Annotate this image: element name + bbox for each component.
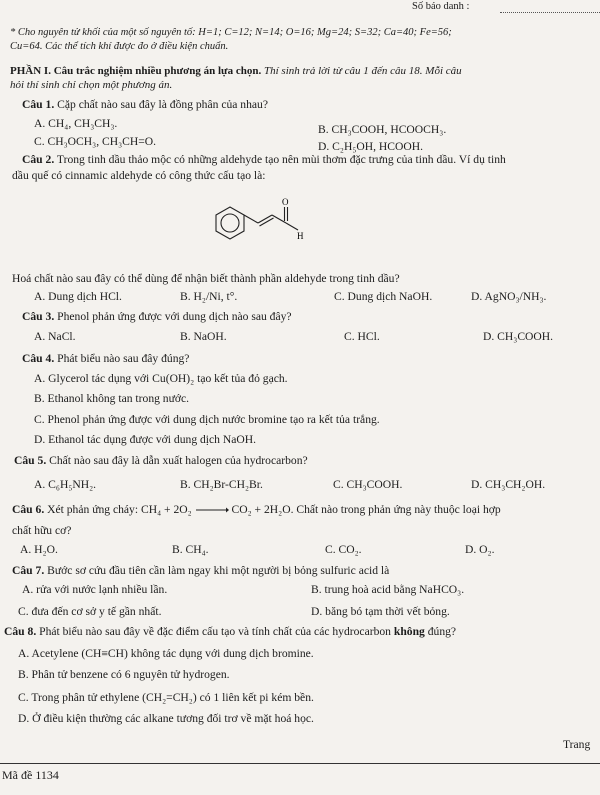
part1-instruction-2: hỏi thí sinh chỉ chọn một phương án. bbox=[10, 79, 173, 91]
atomic-mass-note-1: * Cho nguyên tử khối của một số nguyên tố: H=1; C=12; N=14; O=16; Mg=24; S=32; Ca=40; Fe=56; bbox=[10, 27, 452, 38]
q8-option-d[interactable]: D. Ở điều kiện thường các alkane tương đối trơ về mặt hoá học. bbox=[18, 712, 314, 725]
q4-option-b[interactable]: B. Ethanol không tan trong nước. bbox=[34, 392, 190, 405]
q5-option-c[interactable]: C. CH₃COOH. bbox=[333, 478, 403, 491]
atomic-mass-note-2: Cu=64. Các thể tích khí được đo ở điều kiện chuẩn. bbox=[10, 41, 229, 52]
q2-option-b[interactable]: B. H₂/Ni, t°. bbox=[180, 290, 238, 303]
q5-option-b[interactable]: B. CH₂Br-CH₂Br. bbox=[180, 478, 263, 491]
q7-option-a[interactable]: A. rửa với nước lạnh nhiều lần. bbox=[22, 583, 168, 596]
q3-option-a[interactable]: A. NaCl. bbox=[34, 330, 76, 343]
q2-stem-line3: Hoá chất nào sau đây có thể dùng để nhận biết thành phần aldehyde trong tinh dầu? bbox=[12, 272, 400, 285]
q6-text-pre: Xét phản ứng cháy: CH₄ + 2O₂ bbox=[47, 503, 192, 516]
aldehyde-hydrogen-atom: H bbox=[297, 231, 304, 241]
q4-option-a[interactable]: A. Glycerol tác dụng với Cu(OH)₂ tạo kết tủa đỏ gạch. bbox=[34, 372, 288, 385]
aldehyde-oxygen-atom: O bbox=[282, 197, 289, 207]
q6-stem-line2: chất hữu cơ? bbox=[12, 524, 72, 537]
q4-option-c[interactable]: C. Phenol phản ứng được với dung dịch nước bromine tạo ra kết tủa trắng. bbox=[34, 413, 380, 426]
q4-stem bbox=[22, 353, 189, 365]
q8-option-c[interactable]: C. Trong phân tử ethylene (CH₂=CH₂) có 1 liên kết pi kém bền. bbox=[18, 691, 314, 704]
q1-option-c[interactable]: C. CH₃OCH₃, CH₃CH=O. bbox=[34, 135, 157, 148]
q7-option-d[interactable]: D. băng bó tạm thời vết bỏng. bbox=[311, 605, 450, 618]
q8-text-bold: không bbox=[393, 625, 425, 638]
so-bao-danh-label: Số báo danh : bbox=[412, 1, 470, 12]
q7-option-c[interactable]: C. đưa đến cơ sở y tế gần nhất. bbox=[18, 605, 162, 618]
q1-option-d[interactable]: D. C₂H₅OH, HCOOH. bbox=[318, 140, 424, 153]
q3-stem bbox=[22, 311, 292, 323]
q1-text: Cặp chất nào sau đây là đồng phân của nhau? bbox=[57, 98, 268, 111]
q3-text: Phenol phản ứng được với dung dịch nào sau đây? bbox=[57, 310, 292, 323]
q5-stem bbox=[14, 455, 308, 467]
q7-text: Bước sơ cứu đầu tiên cần làm ngay khi một người bị bỏng sulfuric acid là bbox=[47, 564, 390, 577]
q5-text: Chất nào sau đây là dẫn xuất halogen của hydrocarbon? bbox=[49, 454, 308, 467]
q8-option-a[interactable]: A. Acetylene (CH≡CH) không tác dụng với dung dịch bromine. bbox=[18, 647, 314, 660]
q6-option-b[interactable]: B. CH₄. bbox=[172, 543, 209, 556]
q6-text-post: CO₂ + 2H₂O. Chất nào trong phản ứng này thuộc loại hợp bbox=[231, 503, 501, 516]
q2-option-a[interactable]: A. Dung dịch HCl. bbox=[34, 290, 122, 303]
q6-option-c[interactable]: C. CO₂. bbox=[325, 543, 362, 556]
q4-text: Phát biểu nào sau đây đúng? bbox=[57, 352, 190, 365]
q8-stem bbox=[4, 626, 456, 638]
q6-label: Câu 6. bbox=[12, 503, 45, 516]
q2-stem-line2: dầu quế có cinnamic aldehyde có công thức cấu tạo là: bbox=[12, 169, 266, 182]
q3-option-b[interactable]: B. NaOH. bbox=[180, 330, 227, 343]
part1-heading bbox=[10, 66, 462, 77]
q6-option-d[interactable]: D. O₂. bbox=[465, 543, 495, 556]
q5-label: Câu 5. bbox=[14, 454, 47, 467]
exam-code: Mã đề 1134 bbox=[2, 768, 59, 782]
q1-option-b[interactable]: B. CH₃COOH, HCOOCH₃. bbox=[318, 123, 447, 136]
q5-option-d[interactable]: D. CH₃CH₂OH. bbox=[471, 478, 546, 491]
q3-label: Câu 3. bbox=[22, 310, 55, 323]
q5-option-a[interactable]: A. C₆H₅NH₂. bbox=[34, 478, 97, 491]
q2-label: Câu 2. bbox=[22, 153, 55, 166]
q3-option-d[interactable]: D. CH₃COOH. bbox=[483, 330, 554, 343]
q1-option-a[interactable]: A. CH₄, CH₃CH₃. bbox=[34, 117, 118, 130]
part1-title: PHẦN I. Câu trắc nghiệm nhiều phương án lựa chọn. bbox=[10, 65, 262, 77]
q4-option-d[interactable]: D. Ethanol tác dụng được với dung dịch NaOH. bbox=[34, 433, 257, 446]
page-label: Trang bbox=[563, 738, 591, 751]
so-bao-danh-line bbox=[500, 12, 600, 13]
q8-text-pre: Phát biểu nào sau đây về đặc điểm cấu tạo và tính chất của các hydrocarbon bbox=[39, 625, 391, 638]
q7-stem bbox=[12, 565, 389, 577]
q6-stem bbox=[12, 504, 501, 516]
q8-label: Câu 8. bbox=[4, 625, 37, 638]
q2-stem-line1 bbox=[22, 154, 506, 166]
footer-divider bbox=[0, 763, 600, 764]
part1-instruction-1: Thí sinh trả lời từ câu 1 đến câu 18. Mỗi câu bbox=[264, 65, 462, 77]
q7-label: Câu 7. bbox=[12, 564, 45, 577]
q4-label: Câu 4. bbox=[22, 352, 55, 365]
q2-option-d[interactable]: D. AgNO₃/NH₃. bbox=[471, 290, 547, 303]
q3-option-c[interactable]: C. HCl. bbox=[344, 330, 380, 343]
q7-option-b[interactable]: B. trung hoà acid bằng NaHCO₃. bbox=[311, 583, 465, 596]
cinnamaldehyde-structure bbox=[200, 196, 310, 266]
reaction-arrow-icon bbox=[195, 506, 229, 514]
q2-option-c[interactable]: C. Dung dịch NaOH. bbox=[334, 290, 433, 303]
q8-text-post: đúng? bbox=[427, 625, 457, 638]
q1-stem bbox=[22, 99, 268, 111]
q1-label: Câu 1. bbox=[22, 98, 55, 111]
q2-text-1: Trong tinh dầu thảo mộc có những aldehyde tạo nên mùi thơm đặc trưng của tinh dầu. Ví dụ tinh bbox=[56, 153, 506, 166]
q8-option-b[interactable]: B. Phân tử benzene có 6 nguyên tử hydrogen. bbox=[18, 668, 230, 681]
q6-option-a[interactable]: A. H₂O. bbox=[20, 543, 58, 556]
